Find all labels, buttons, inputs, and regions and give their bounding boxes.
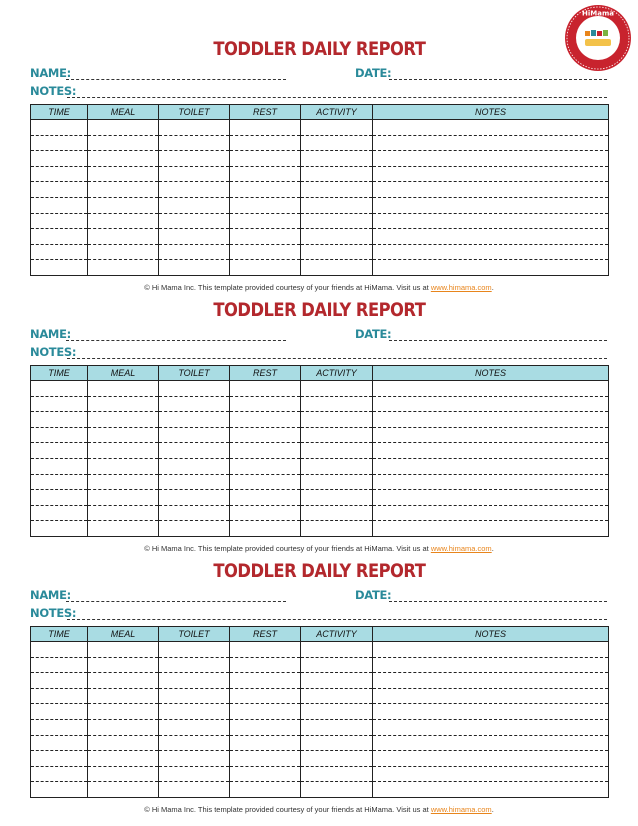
report-title: TODDLER DAILY REPORT <box>213 299 426 321</box>
table-row <box>31 505 609 521</box>
cell-toilet[interactable] <box>159 642 230 658</box>
table-row <box>31 490 609 506</box>
cell-time[interactable] <box>31 704 88 720</box>
cell-time[interactable] <box>31 642 88 658</box>
cell-meal[interactable] <box>88 766 159 782</box>
cell-activity[interactable] <box>301 458 373 474</box>
cell-rest[interactable] <box>230 458 301 474</box>
cell-meal[interactable] <box>88 642 159 658</box>
cell-time[interactable] <box>31 229 88 245</box>
cell-activity[interactable] <box>301 673 373 689</box>
cell-rest[interactable] <box>230 657 301 673</box>
cell-rest[interactable] <box>230 244 301 260</box>
table-body <box>31 120 609 276</box>
table-body <box>31 381 609 537</box>
cell-toilet[interactable] <box>159 673 230 689</box>
notes-label: NOTES: <box>30 345 77 359</box>
date-field-line[interactable] <box>389 340 607 341</box>
cell-meal[interactable] <box>88 120 159 136</box>
cell-notes[interactable] <box>373 719 609 735</box>
cell-activity[interactable] <box>301 704 373 720</box>
cell-notes[interactable] <box>373 229 609 245</box>
cell-time[interactable] <box>31 490 88 506</box>
cell-time[interactable] <box>31 657 88 673</box>
cell-activity[interactable] <box>301 688 373 704</box>
cell-rest[interactable] <box>230 474 301 490</box>
col-header-meal: MEAL <box>88 105 159 120</box>
cell-meal[interactable] <box>88 427 159 443</box>
notes-label: NOTES: <box>30 84 77 98</box>
cell-notes[interactable] <box>373 151 609 167</box>
report-table <box>30 104 609 276</box>
cell-time[interactable] <box>31 120 88 136</box>
cell-toilet[interactable] <box>159 151 230 167</box>
footer-end: . <box>491 544 494 553</box>
cell-notes[interactable] <box>373 505 609 521</box>
cell-toilet[interactable] <box>159 766 230 782</box>
col-header-toilet: TOILET <box>159 366 230 381</box>
cell-activity[interactable] <box>301 381 373 397</box>
table-row <box>31 673 609 689</box>
col-header-activity: ACTIVITY <box>301 105 373 120</box>
cell-time[interactable] <box>31 381 88 397</box>
cell-toilet[interactable] <box>159 505 230 521</box>
table-row <box>31 782 609 798</box>
cell-rest[interactable] <box>230 197 301 213</box>
cell-notes[interactable] <box>373 688 609 704</box>
cell-rest[interactable] <box>230 443 301 459</box>
col-header-time: TIME <box>31 627 88 642</box>
cell-meal[interactable] <box>88 443 159 459</box>
col-header-time: TIME <box>31 105 88 120</box>
cell-activity[interactable] <box>301 751 373 767</box>
table-row <box>31 197 609 213</box>
cell-meal[interactable] <box>88 704 159 720</box>
cell-activity[interactable] <box>301 427 373 443</box>
cell-meal[interactable] <box>88 396 159 412</box>
cell-notes[interactable] <box>373 197 609 213</box>
cell-rest[interactable] <box>230 751 301 767</box>
cell-time[interactable] <box>31 244 88 260</box>
cell-activity[interactable] <box>301 120 373 136</box>
report-section-3 <box>0 522 638 814</box>
col-header-notes: NOTES <box>373 105 609 120</box>
table-row <box>31 474 609 490</box>
report-section-1 <box>0 0 638 292</box>
cell-activity[interactable] <box>301 135 373 151</box>
report-section-2 <box>0 261 638 553</box>
footer-link[interactable]: www.himama.com <box>430 283 492 292</box>
report-title: TODDLER DAILY REPORT <box>213 560 426 582</box>
notes-field-line[interactable] <box>67 97 607 98</box>
cell-rest[interactable] <box>230 688 301 704</box>
table-row <box>31 151 609 167</box>
footer-end: . <box>491 283 494 292</box>
cell-toilet[interactable] <box>159 213 230 229</box>
cell-time[interactable] <box>31 505 88 521</box>
cell-rest[interactable] <box>230 135 301 151</box>
logo-brand-text: HiMama <box>582 9 614 18</box>
cell-rest[interactable] <box>230 213 301 229</box>
cell-activity[interactable] <box>301 657 373 673</box>
cell-time[interactable] <box>31 412 88 428</box>
table-row <box>31 182 609 198</box>
table-row <box>31 135 609 151</box>
cell-rest[interactable] <box>230 151 301 167</box>
col-header-rest: REST <box>230 627 301 642</box>
cell-rest[interactable] <box>230 182 301 198</box>
cell-toilet[interactable] <box>159 782 230 798</box>
cell-notes[interactable] <box>373 735 609 751</box>
col-header-rest: REST <box>230 105 301 120</box>
table-body <box>31 642 609 798</box>
col-header-meal: MEAL <box>88 627 159 642</box>
table-row <box>31 412 609 428</box>
notes-field-line[interactable] <box>67 358 607 359</box>
cell-time[interactable] <box>31 135 88 151</box>
cell-rest[interactable] <box>230 766 301 782</box>
cell-rest[interactable] <box>230 704 301 720</box>
cell-rest[interactable] <box>230 396 301 412</box>
cell-toilet[interactable] <box>159 474 230 490</box>
cell-meal[interactable] <box>88 474 159 490</box>
cell-toilet[interactable] <box>159 381 230 397</box>
col-header-activity: ACTIVITY <box>301 627 373 642</box>
cell-toilet[interactable] <box>159 135 230 151</box>
cell-activity[interactable] <box>301 197 373 213</box>
cell-time[interactable] <box>31 474 88 490</box>
cell-meal[interactable] <box>88 458 159 474</box>
cell-meal[interactable] <box>88 182 159 198</box>
report-table <box>30 626 609 798</box>
footer-link[interactable]: www.himama.com <box>430 805 492 814</box>
cell-notes[interactable] <box>373 673 609 689</box>
table-row <box>31 166 609 182</box>
cell-meal[interactable] <box>88 505 159 521</box>
cell-notes[interactable] <box>373 642 609 658</box>
cell-time[interactable] <box>31 735 88 751</box>
col-header-activity: ACTIVITY <box>301 366 373 381</box>
cell-toilet[interactable] <box>159 396 230 412</box>
cell-rest[interactable] <box>230 427 301 443</box>
cell-notes[interactable] <box>373 166 609 182</box>
cell-time[interactable] <box>31 673 88 689</box>
cell-rest[interactable] <box>230 782 301 798</box>
cell-time[interactable] <box>31 213 88 229</box>
date-label: DATE: <box>355 588 392 602</box>
cell-notes[interactable] <box>373 120 609 136</box>
col-header-rest: REST <box>230 366 301 381</box>
cell-time[interactable] <box>31 166 88 182</box>
cell-time[interactable] <box>31 182 88 198</box>
cell-rest[interactable] <box>230 505 301 521</box>
cell-meal[interactable] <box>88 229 159 245</box>
cell-notes[interactable] <box>373 751 609 767</box>
cell-time[interactable] <box>31 719 88 735</box>
table-row <box>31 735 609 751</box>
col-header-notes: NOTES <box>373 627 609 642</box>
cell-toilet[interactable] <box>159 120 230 136</box>
cell-meal[interactable] <box>88 751 159 767</box>
cell-notes[interactable] <box>373 427 609 443</box>
cell-notes[interactable] <box>373 182 609 198</box>
cell-toilet[interactable] <box>159 719 230 735</box>
cell-activity[interactable] <box>301 151 373 167</box>
cell-time[interactable] <box>31 751 88 767</box>
date-field-line[interactable] <box>389 79 607 80</box>
date-field-line[interactable] <box>389 601 607 602</box>
table-row <box>31 688 609 704</box>
cell-activity[interactable] <box>301 166 373 182</box>
report-title: TODDLER DAILY REPORT <box>213 38 426 60</box>
table-row <box>31 642 609 658</box>
table-row <box>31 458 609 474</box>
footer-text: © Hi Mama Inc. This template provided courtesy of your friends at HiMama. Visit us at <box>144 544 429 553</box>
name-field-line[interactable] <box>66 79 286 80</box>
cell-time[interactable] <box>31 396 88 412</box>
cell-time[interactable] <box>31 782 88 798</box>
cell-activity[interactable] <box>301 642 373 658</box>
table-row <box>31 704 609 720</box>
cell-time[interactable] <box>31 688 88 704</box>
cell-activity[interactable] <box>301 244 373 260</box>
table-row <box>31 381 609 397</box>
cell-toilet[interactable] <box>159 458 230 474</box>
footer-text: © Hi Mama Inc. This template provided courtesy of your friends at HiMama. Visit us at <box>144 283 429 292</box>
table-row <box>31 213 609 229</box>
cell-time[interactable] <box>31 197 88 213</box>
cell-meal[interactable] <box>88 197 159 213</box>
cell-toilet[interactable] <box>159 704 230 720</box>
cell-notes[interactable] <box>373 474 609 490</box>
cell-activity[interactable] <box>301 782 373 798</box>
cell-rest[interactable] <box>230 166 301 182</box>
table-row <box>31 766 609 782</box>
cell-toilet[interactable] <box>159 735 230 751</box>
cell-activity[interactable] <box>301 735 373 751</box>
cell-notes[interactable] <box>373 396 609 412</box>
cell-activity[interactable] <box>301 505 373 521</box>
cell-rest[interactable] <box>230 120 301 136</box>
notes-label: NOTES: <box>30 606 77 620</box>
cell-activity[interactable] <box>301 443 373 459</box>
date-label: DATE: <box>355 327 392 341</box>
cell-activity[interactable] <box>301 182 373 198</box>
cell-notes[interactable] <box>373 412 609 428</box>
cell-notes[interactable] <box>373 766 609 782</box>
cell-notes[interactable] <box>373 381 609 397</box>
col-header-notes: NOTES <box>373 366 609 381</box>
cell-meal[interactable] <box>88 166 159 182</box>
cell-toilet[interactable] <box>159 244 230 260</box>
cell-toilet[interactable] <box>159 412 230 428</box>
name-field-line[interactable] <box>66 340 286 341</box>
cell-toilet[interactable] <box>159 229 230 245</box>
cell-notes[interactable] <box>373 490 609 506</box>
cell-rest[interactable] <box>230 673 301 689</box>
cell-toilet[interactable] <box>159 427 230 443</box>
name-label: NAME: <box>30 66 71 80</box>
cell-meal[interactable] <box>88 657 159 673</box>
cell-meal[interactable] <box>88 135 159 151</box>
cell-time[interactable] <box>31 766 88 782</box>
cell-toilet[interactable] <box>159 490 230 506</box>
name-label: NAME: <box>30 588 71 602</box>
cell-rest[interactable] <box>230 490 301 506</box>
table-row <box>31 120 609 136</box>
cell-rest[interactable] <box>230 735 301 751</box>
col-header-meal: MEAL <box>88 366 159 381</box>
cell-toilet[interactable] <box>159 688 230 704</box>
footer-text: © Hi Mama Inc. This template provided courtesy of your friends at HiMama. Visit us at <box>144 805 429 814</box>
col-header-time: TIME <box>31 366 88 381</box>
name-field-line[interactable] <box>66 601 286 602</box>
table-row <box>31 719 609 735</box>
cell-time[interactable] <box>31 443 88 459</box>
footer <box>0 805 638 814</box>
cell-meal[interactable] <box>88 490 159 506</box>
footer-end: . <box>491 805 494 814</box>
report-table <box>30 365 609 537</box>
cell-notes[interactable] <box>373 135 609 151</box>
cell-rest[interactable] <box>230 381 301 397</box>
cell-toilet[interactable] <box>159 751 230 767</box>
cell-toilet[interactable] <box>159 166 230 182</box>
cell-toilet[interactable] <box>159 443 230 459</box>
cell-rest[interactable] <box>230 719 301 735</box>
table-row <box>31 229 609 245</box>
cell-rest[interactable] <box>230 642 301 658</box>
cell-time[interactable] <box>31 427 88 443</box>
cell-activity[interactable] <box>301 490 373 506</box>
cell-notes[interactable] <box>373 213 609 229</box>
cell-meal[interactable] <box>88 735 159 751</box>
cell-activity[interactable] <box>301 719 373 735</box>
cell-toilet[interactable] <box>159 657 230 673</box>
cell-notes[interactable] <box>373 443 609 459</box>
cell-activity[interactable] <box>301 412 373 428</box>
cell-rest[interactable] <box>230 229 301 245</box>
cell-meal[interactable] <box>88 673 159 689</box>
cell-meal[interactable] <box>88 412 159 428</box>
cell-activity[interactable] <box>301 766 373 782</box>
cell-meal[interactable] <box>88 381 159 397</box>
col-header-toilet: TOILET <box>159 627 230 642</box>
cell-time[interactable] <box>31 458 88 474</box>
cell-toilet[interactable] <box>159 182 230 198</box>
cell-notes[interactable] <box>373 782 609 798</box>
cell-meal[interactable] <box>88 244 159 260</box>
cell-activity[interactable] <box>301 396 373 412</box>
cell-time[interactable] <box>31 151 88 167</box>
table-row <box>31 427 609 443</box>
cell-meal[interactable] <box>88 151 159 167</box>
cell-notes[interactable] <box>373 657 609 673</box>
table-row <box>31 657 609 673</box>
cell-meal[interactable] <box>88 782 159 798</box>
cell-activity[interactable] <box>301 474 373 490</box>
table-row <box>31 244 609 260</box>
name-label: NAME: <box>30 327 71 341</box>
cell-notes[interactable] <box>373 458 609 474</box>
cell-rest[interactable] <box>230 412 301 428</box>
cell-toilet[interactable] <box>159 197 230 213</box>
cell-notes[interactable] <box>373 704 609 720</box>
cell-meal[interactable] <box>88 213 159 229</box>
footer-link[interactable]: www.himama.com <box>430 544 492 553</box>
notes-field-line[interactable] <box>67 619 607 620</box>
cell-activity[interactable] <box>301 213 373 229</box>
cell-notes[interactable] <box>373 244 609 260</box>
date-label: DATE: <box>355 66 392 80</box>
table-row <box>31 751 609 767</box>
cell-activity[interactable] <box>301 229 373 245</box>
table-row <box>31 443 609 459</box>
table-row <box>31 396 609 412</box>
col-header-toilet: TOILET <box>159 105 230 120</box>
cell-meal[interactable] <box>88 688 159 704</box>
cell-meal[interactable] <box>88 719 159 735</box>
